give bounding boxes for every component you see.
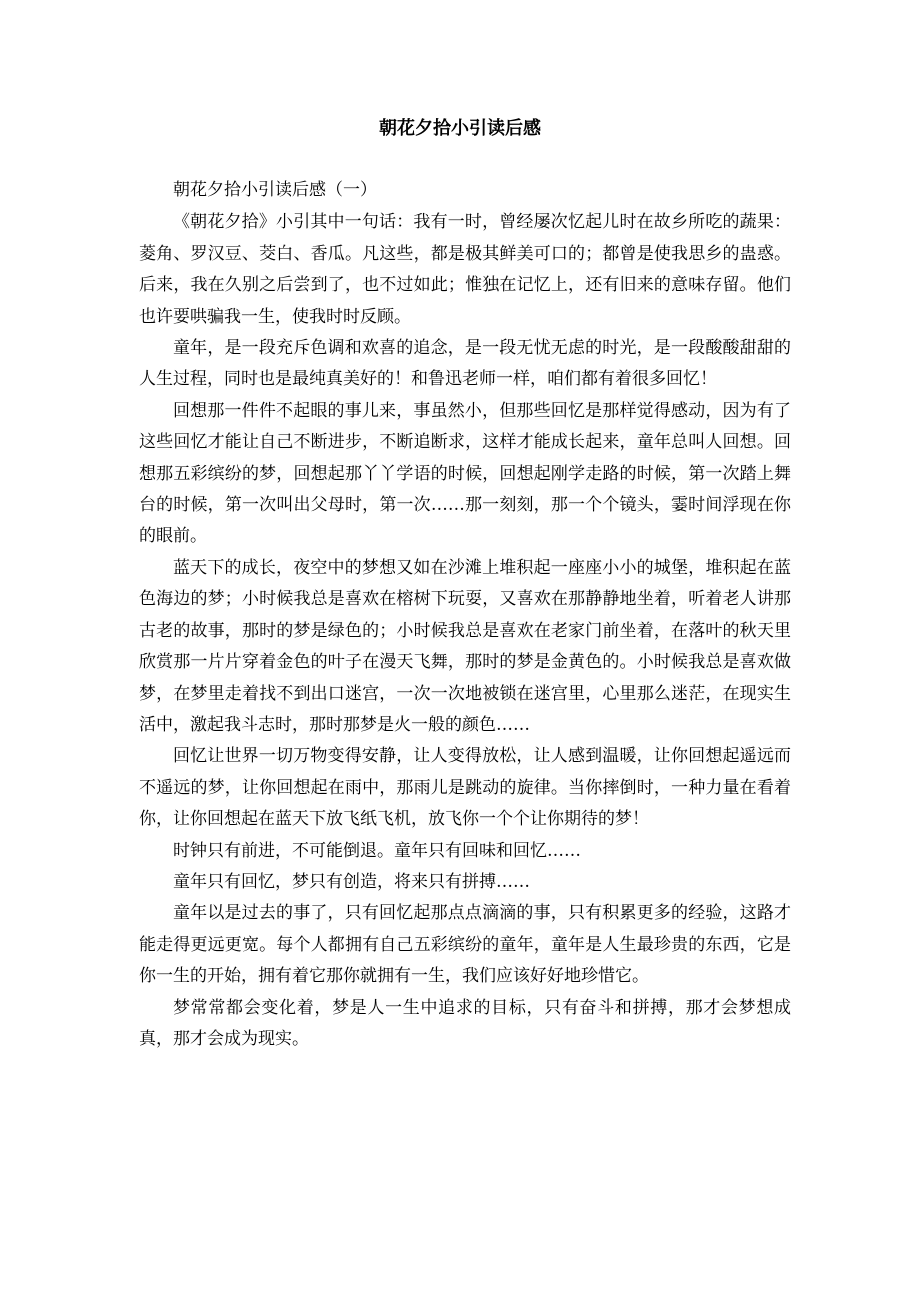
paragraph-7: 童年只有回忆，梦只有创造，将来只有拼搏…… xyxy=(173,871,530,892)
paragraph-4: 蓝天下的成长，夜空中的梦想又如在沙滩上堆积起一座座小小的城堡，堆积起在蓝色海边的梦；小时候我总是喜欢在榕树下玩耍，又喜欢在那静静地坐着，听着老人讲那古老的故事，那时的梦是绿色的；小时候我总是喜欢在老家门前坐着，在落叶的秋天里欣赏那一片片穿着金色的叶子在漫天飞舞，那时的梦是金黄色的。小时候我总是喜欢做梦，在梦里走着找不到出口迷宫，一次一次地被锁在迷宫里，心里那么迷茫，在现实生活中，激起我斗志时，那时那梦是火一般的颜色…… xyxy=(139,557,791,735)
paragraph-9: 梦常常都会变化着，梦是人一生中追求的目标，只有奋斗和拼搏，那才会梦想成真，那才会成为现实。 xyxy=(139,997,791,1049)
paragraph-6: 时钟只有前进，不可能倒退。童年只有回味和回忆…… xyxy=(173,840,581,861)
paragraph-3: 回想那一件件不起眼的事儿来，事虽然小，但那些回忆是那样觉得感动，因为有了这些回忆才能让自己不断进步，不断追断求，这样才能成长起来，童年总叫人回想。回想那五彩缤纷的梦，回想起那丫丫学语的时候，回想起刚学走路的时候，第一次踏上舞台的时候，第一次叫出父母时，第一次……那一刻刻，那一个个镜头，霎时间浮现在你的眼前。 xyxy=(139,400,791,547)
paragraph-8: 童年以是过去的事了，只有回忆起那点点滴滴的事，只有积累更多的经验，这路才能走得更远更宽。每个人都拥有自己五彩缤纷的童年，童年是人生最珍贵的东西，它是你一生的开始，拥有着它那你就拥有一生，我们应该好好地珍惜它。 xyxy=(139,903,791,987)
section-subtitle: 朝花夕拾小引读后感（一） xyxy=(173,180,377,200)
paragraph-2: 童年，是一段充斥色调和欢喜的追念，是一段无忧无虑的时光，是一段酸酸甜甜的人生过程，同时也是最纯真美好的！和鲁迅老师一样，咱们都有着很多回忆！ xyxy=(139,338,791,390)
document-title: 朝花夕拾小引读后感 xyxy=(379,118,541,139)
document-body xyxy=(139,175,791,1055)
paragraph-1: 《朝花夕拾》小引其中一句话：我有一时，曾经屡次忆起儿时在故乡所吃的蔬果：菱角、罗汉豆、茭白、香瓜。凡这些，都是极其鲜美可口的；都曾是使我思乡的蛊惑。后来，我在久别之后尝到了，也不过如此；惟独在记忆上，还有旧来的意味存留。他们也许要哄骗我一生，使我时时反顾。 xyxy=(139,212,791,327)
paragraph-5: 回忆让世界一切万物变得安静，让人变得放松，让人感到温暖，让你回想起遥远而不遥远的梦，让你回想起在雨中，那雨儿是跳动的旋律。当你摔倒时，一种力量在看着你，让你回想起在蓝天下放飞纸飞机，放飞你一个个让你期待的梦！ xyxy=(139,746,791,830)
